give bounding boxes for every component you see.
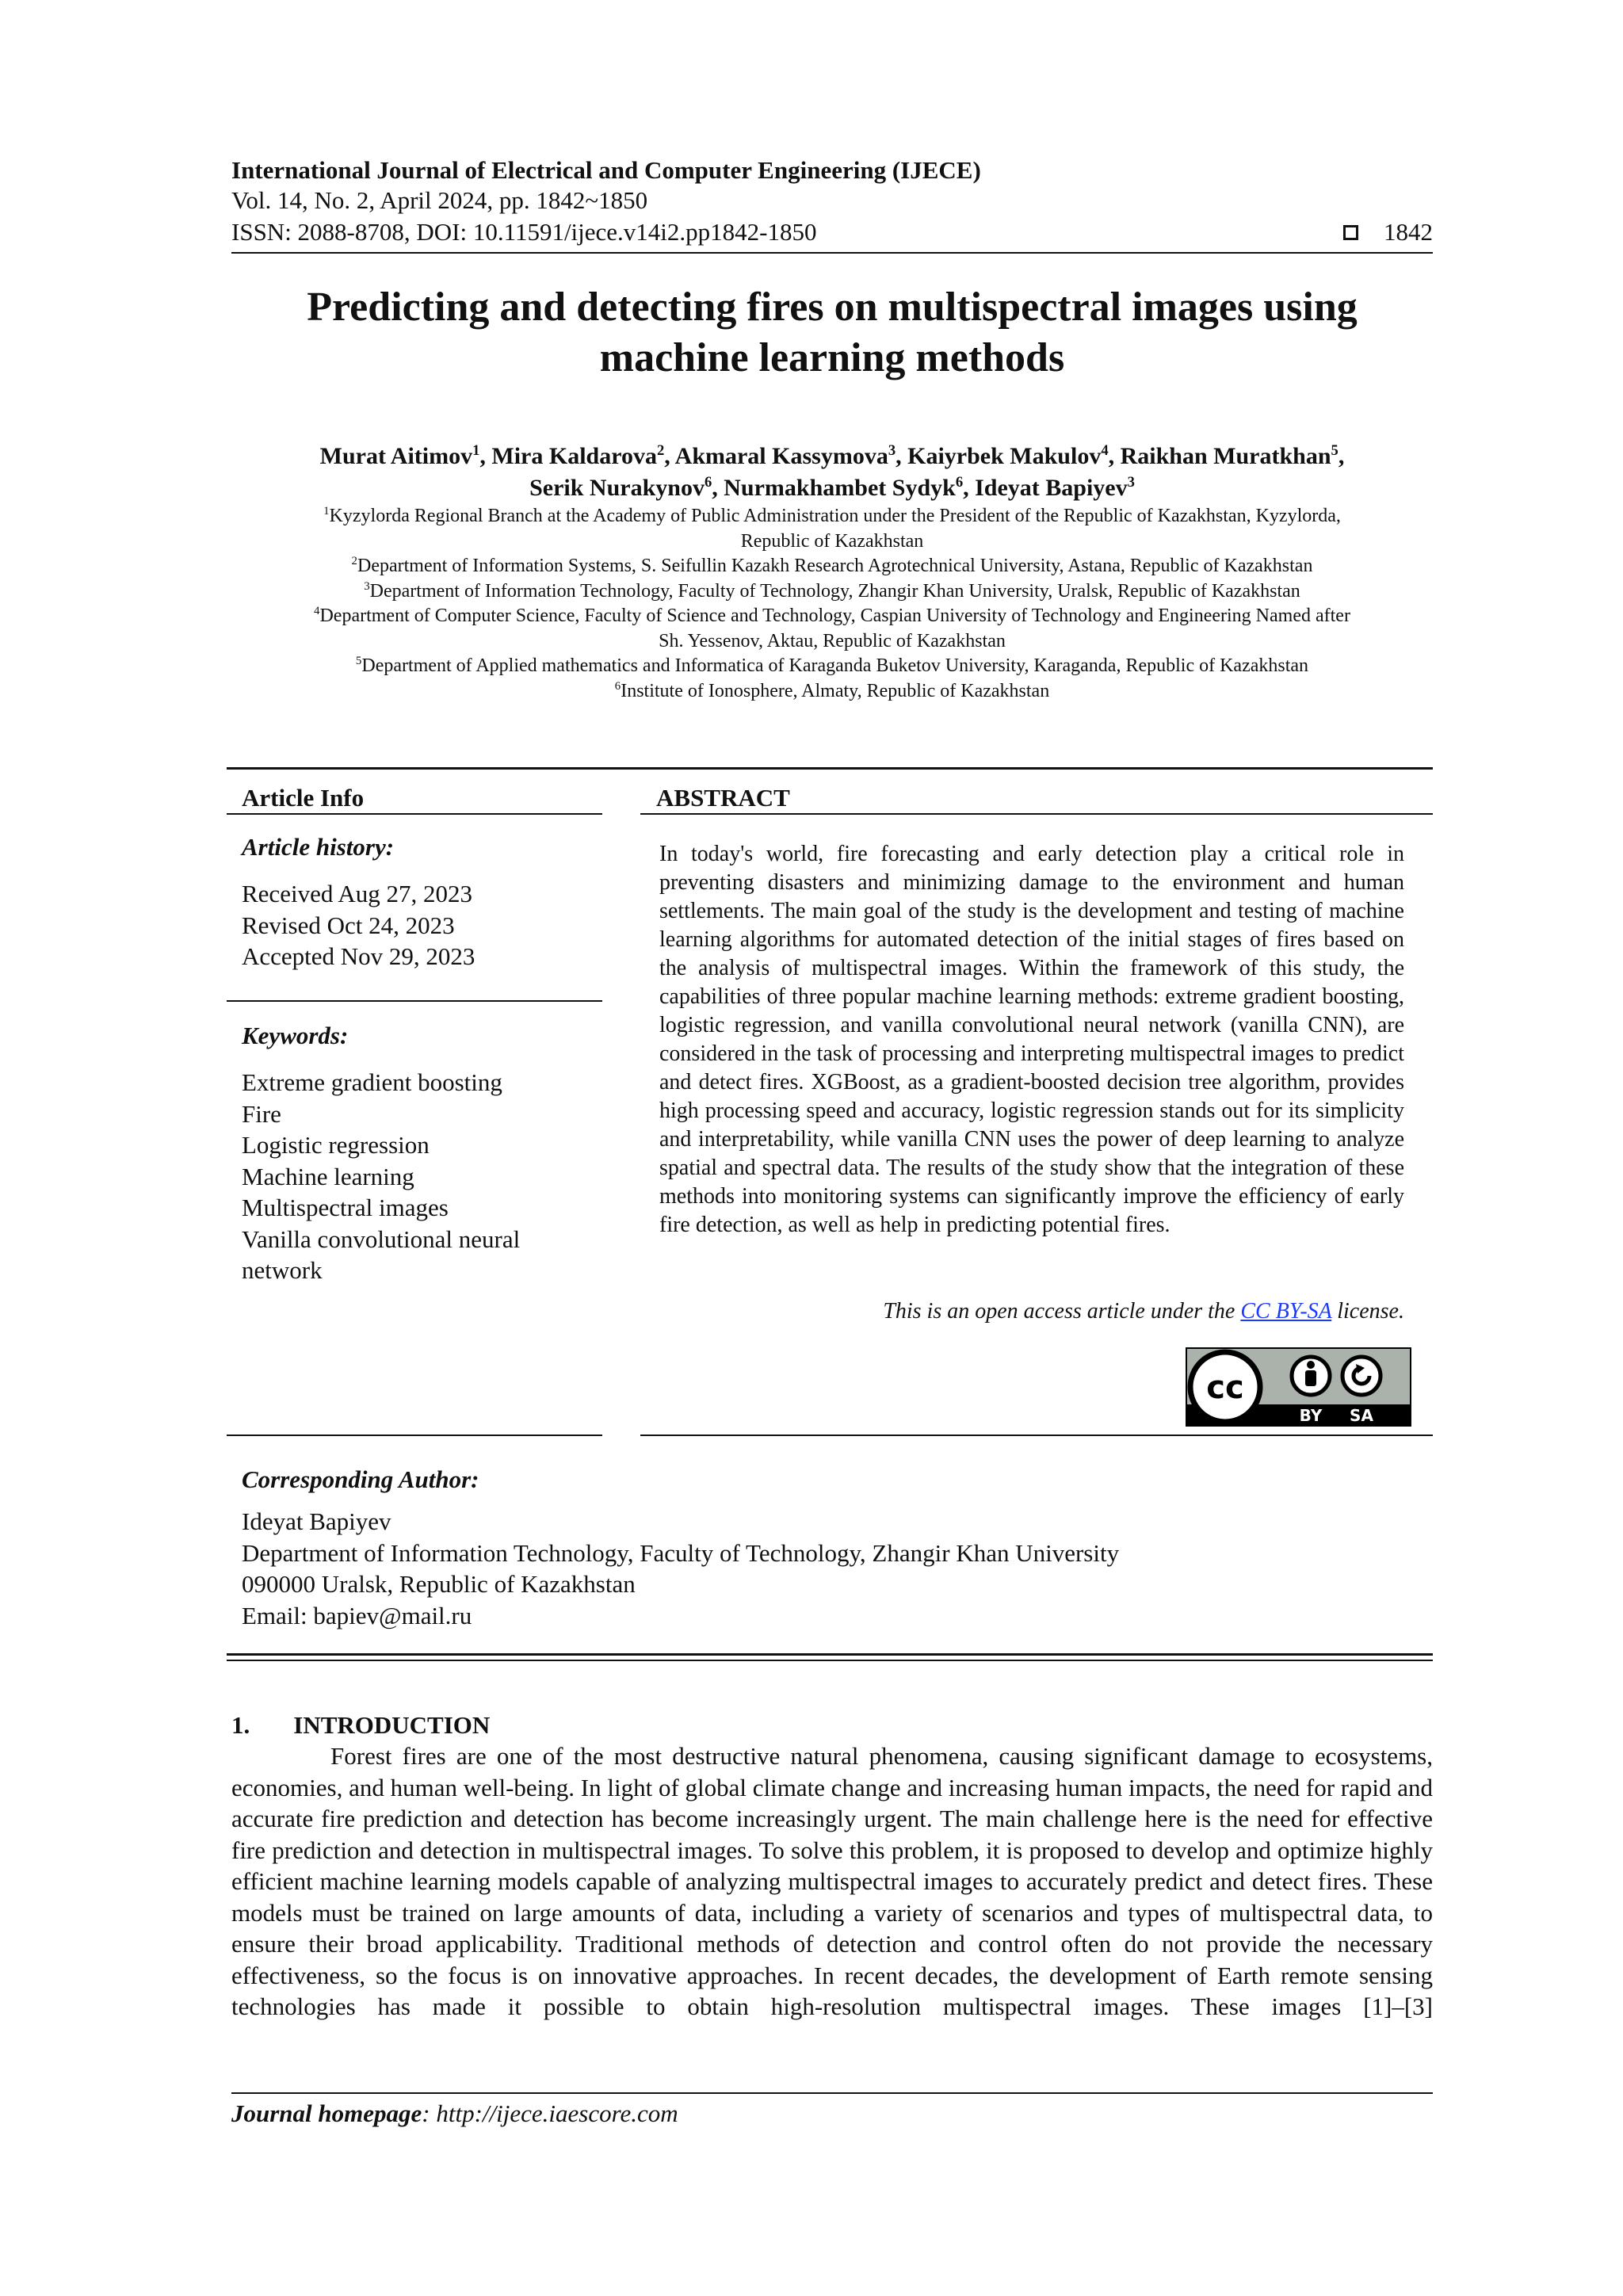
author-list [231,441,1433,504]
revised-date: Revised Oct 24, 2023 [242,911,455,939]
author: Mira Kaldarova$^2$, [491,442,675,469]
keyword: Logistic regression [242,1131,430,1159]
footer-url[interactable]: : http://ijece.iaescore.com [422,2099,678,2127]
abstract-rule [640,813,1433,815]
title-line: Predicting and detecting fires on multispectral images using [307,285,1358,330]
corresponding-address: 090000 Uralsk, Republic of Kazakhstan [242,1570,636,1598]
title-line: machine learning methods [599,335,1065,380]
cc-by-sa-badge[interactable] [1186,1347,1411,1427]
received-date: Received Aug 27, 2023 [242,880,473,907]
author: Serik Nurakynov$^6$, [529,474,724,501]
by-icon [1292,1357,1330,1395]
author: Nurmakhambet Sydyk$^6$, [724,474,976,501]
affiliation-list [231,504,1433,704]
article-info-heading: Article Info [242,784,365,812]
footer-label: Journal homepage [231,2099,422,2127]
corresponding-name: Ideyat Bapiyev [242,1507,391,1535]
keyword: Multispectral images [242,1194,449,1221]
affiliation: $^6$Institute of Ionosphere, Almaty, Republic of Kazakhstan [614,679,1050,701]
issn-line: ISSN: 2088-8708, DOI: 10.11591/ijece.v14i2.pp1842-1850 [231,218,817,246]
introduction-paragraph: Forest fires are one of the most destructive natural phenomena, causing significant damage to ecosystems, economies, and human well-being. In light of global climate change and increasing human impacts, the need for rapid and accurate fire prediction and detection has become increasingly urgent. The main challenge here is the need for effective fire prediction and detection in multispectral images. To solve this problem, it is proposed to develop and optimize highly efficient machine learning models capable of analyzing multispectral images to accurately predict and detect fires. These models must be trained on large amounts of data, including a variety of scenarios and types of multispectral data, to ensure their broad applicability. Traditional methods of detection and control often do not provide the necessary effectiveness, so the focus is on innovative approaches. In recent decades, the development of Earth remote sensing technologies has made it possible to obtain high-resolution multispectral images. These images [1]–[3] [231,1742,1433,2020]
author: Akmaral Kassymova$^3$, [674,442,908,469]
abstract-heading: ABSTRACT [656,784,790,812]
license-link[interactable]: CC BY-SA [1240,1299,1332,1324]
journal-footer [231,2099,678,2129]
volume-line: Vol. 14, No. 2, April 2024, pp. 1842~1850 [231,186,648,214]
author: Murat Aitimov$^1$, [319,442,492,469]
keyword: network [242,1256,323,1284]
page-number: 1842 [1384,218,1433,246]
keyword: Vanilla convolutional neural [242,1224,521,1253]
section-title: INTRODUCTION [293,1711,491,1739]
introduction-body [231,1740,1433,2023]
license-suffix: license. [1331,1299,1404,1324]
corresponding-department: Department of Information Technology, Faculty of Technology, Zhangir Khan University [242,1538,1120,1567]
paper-title [231,282,1433,384]
corresponding-details [242,1506,1119,1631]
affiliation: $^3$Department of Information Technology, Faculty of Technology, Zhangir Khan University, Uralsk, Republic of Kazakhstan [364,579,1300,602]
header-rule [231,252,1433,254]
affiliation: $^2$Department of Information Systems, S. Seifullin Kazakh Research Agrotechnical University, Astana, Republic of Kazakhstan [351,555,1313,576]
section-number: 1. [231,1711,250,1739]
abstract-bottom-rule [640,1435,1433,1436]
sa-icon [1342,1357,1381,1395]
cc-icon [1190,1352,1260,1422]
info-top-rule [227,767,1433,770]
journal-name: International Journal of Electrical and Computer Engineering (IJECE) [231,156,981,184]
affiliation: Sh. Yessenov, Aktau, Republic of Kazakhstan [659,630,1006,651]
keyword: Machine learning [242,1162,414,1190]
accepted-date: Accepted Nov 29, 2023 [242,942,475,970]
article-history-heading: Article history: [242,833,395,861]
history-rule [227,1000,602,1002]
author: Raikhan Muratkhan$^5$, [1120,442,1345,469]
affiliation: Republic of Kazakhstan [740,530,924,552]
square-icon [1343,225,1358,240]
abstract-text: In today's world, fire forecasting and early detection play a critical role in preventing disasters and minimizing damage to the environment and human settlements. The main goal of the study is the development and testing of machine learning algorithms for automated detection of the initial stages of fires based on the analysis of multispectral images. Within the framework of this study, the capabilities of three popular machine learning methods: extreme gradient boosting, logistic regression, and vanilla convolutional neural network (vanilla CNN), are considered in the task of processing and interpreting multispectral images to predict and detect fires. XGBoost, as a gradient-boosted decision tree algorithm, provides high processing speed and accuracy, logistic regression stands out for its simplicity and interpretability, while vanilla CNN uses the power of deep learning to analyze spatial and spectral data. The results of the study show that the integration of these methods into monitoring systems can significantly improve the efficiency of early fire detection, as well as help in predicting potential fires. [659,842,1404,1237]
keyword: Extreme gradient boosting [242,1068,502,1096]
corresponding-email: Email: bapiev@mail.ru [242,1601,472,1629]
affiliation: $^1$Kyzylorda Regional Branch at the Academy of Public Administration under the President of the Republic of Kazakhstan, Kyzylorda, [323,505,1341,526]
sa-label: SA [1350,1406,1373,1425]
affiliation: $^5$Department of Applied mathematics and Informatica of Karaganda Buketov University, Karaganda, Republic of Kazakhstan [355,655,1309,676]
author: Ideyat Bapiyev$^3$ [975,474,1135,501]
header-page-group [1343,217,1433,247]
corresponding-rule-1 [227,1653,1433,1656]
keyword-list [242,1067,520,1286]
section-heading [231,1710,490,1740]
license-line [883,1297,1404,1326]
svg-text:cc: cc [1206,1370,1244,1406]
by-label: BY [1299,1406,1323,1425]
keywords-rule [227,1435,602,1436]
article-history [242,878,475,972]
corresponding-rule-2 [227,1660,1433,1661]
footer-rule [231,2092,1433,2094]
keyword: Fire [242,1099,281,1128]
article-info-rule [227,813,602,815]
corresponding-heading: Corresponding Author: [242,1465,479,1493]
affiliation: $^4$Department of Computer Science, Faculty of Science and Technology, Caspian University of Technology and Engineering Named after [314,605,1350,626]
keywords-heading: Keywords: [242,1022,349,1049]
author: Kaiyrbek Makulov$^4$, [907,442,1121,469]
license-prefix: This is an open access article under the [883,1299,1241,1324]
